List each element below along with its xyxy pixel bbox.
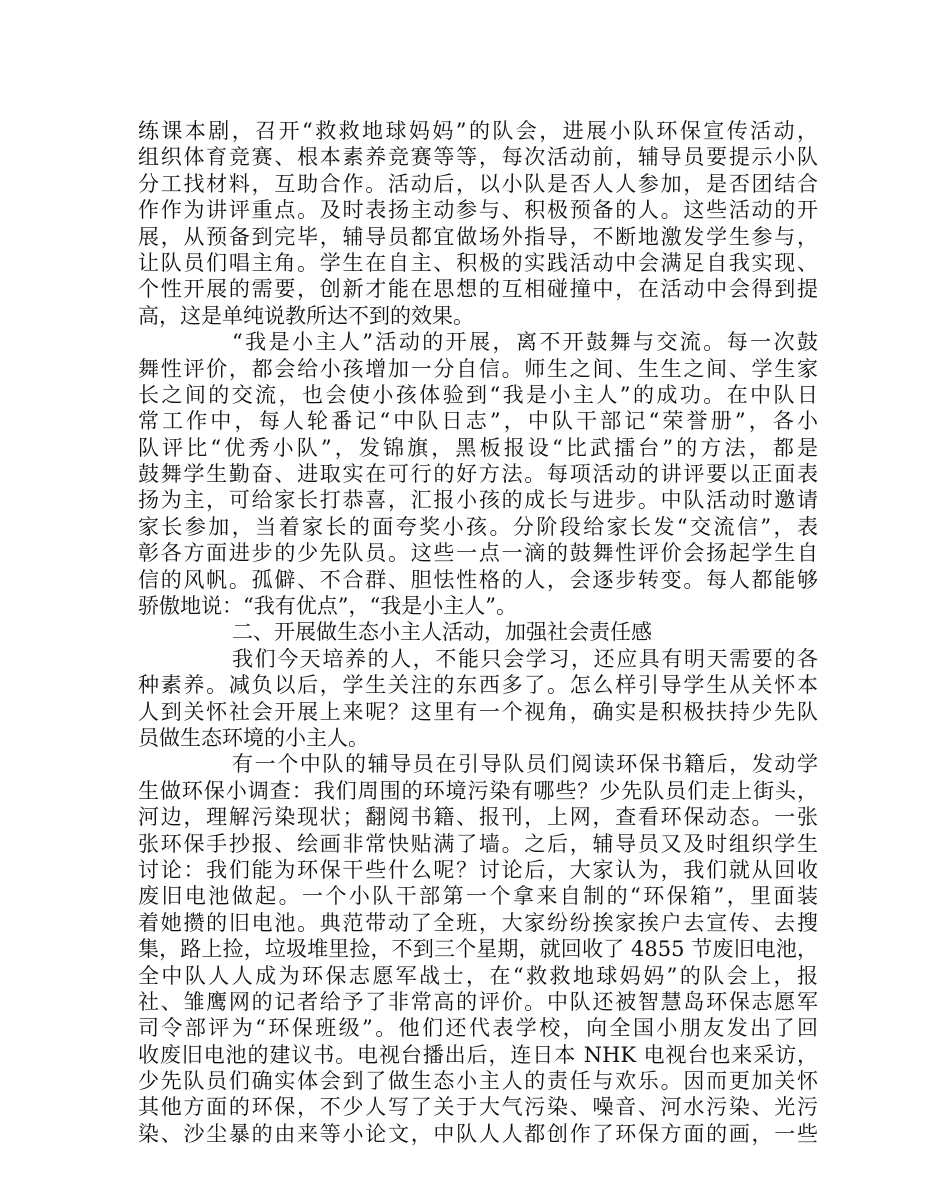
- text-line: 少先队员们确实体会到了做生态小主人的责任与欢乐。因而更加关怀: [138, 1069, 818, 1094]
- text-line: “我是小主人”活动的开展，离不开鼓舞与交流。每一次鼓: [232, 330, 818, 355]
- text-line: 让队员们唱主角。学生在自主、积极的实践活动中会满足自我实现、: [138, 250, 818, 275]
- paragraph: [138, 646, 818, 752]
- text-line: 分工找材料，互助合作。活动后，以小队是否人人参加，是否团结合: [138, 171, 818, 196]
- text-line: 收废旧电池的建议书。电视台播出后，连日本 NHK 电视台也来采访，: [138, 1042, 818, 1067]
- text-line: 鼓舞学生勤奋、进取实在可行的好方法。每项活动的讲评要以正面表: [138, 462, 818, 487]
- text-line: 练课本剧，召开“救救地球妈妈”的队会，进展小队环保宣传活动，: [138, 119, 818, 143]
- document-body: [138, 118, 818, 1147]
- text-line: 河边，理解污染现状；翻阅书籍、报刊，上网，查看环保动态。一张: [138, 805, 818, 830]
- text-line: 司令部评为“环保班级”。他们还代表学校，向全国小朋友发出了回: [138, 1016, 818, 1041]
- text-line: 长之间的交流，也会使小孩体验到“我是小主人”的成功。在中队日: [138, 382, 818, 407]
- text-line: 集，路上捡，垃圾堆里捡，不到三个星期，就回收了 4855 节废旧电池，: [138, 937, 818, 962]
- text-line: 个性开展的需要，创新才能在思想的互相碰撞中，在活动中会得到提: [138, 277, 818, 302]
- paragraph: [138, 329, 818, 619]
- text-line: 种素养。减负以后，学生关注的东西多了。怎么样引导学生从关怀本: [138, 673, 818, 698]
- text-line: 我们今天培养的人，不能只会学习，还应具有明天需要的各: [232, 646, 818, 671]
- text-line: 员做生态环境的小主人。: [138, 725, 369, 750]
- text-line: 常工作中，每人轮番记“中队日志”，中队干部记“荣誉册”，各小: [138, 409, 818, 434]
- text-line: 信的风帆。孤僻、不合群、胆怯性格的人，会逐步转变。每人都能够: [138, 567, 818, 592]
- text-line: 组织体育竞赛、根本素养竞赛等等，每次活动前，辅导员要提示小队: [138, 145, 818, 170]
- text-line: 展，从预备到完毕，辅导员都宜做场外指导，不断地激发学生参与，: [138, 224, 818, 249]
- text-line: 高，这是单纯说教所达不到的效果。: [138, 303, 474, 328]
- paragraph: [138, 751, 818, 1147]
- text-line: 生做环保小调查：我们周围的环境污染有哪些？少先队员们走上街头，: [138, 778, 818, 803]
- heading-line: 二、开展做生态小主人活动，加强社会责任感: [232, 620, 652, 645]
- text-line: 全中队人人成为环保志愿军战士，在“救救地球妈妈”的队会上，报: [138, 963, 818, 988]
- text-line: 着她攒的旧电池。典范带动了全班，大家纷纷挨家挨户去宣传、去搜: [138, 910, 818, 935]
- text-line: 讨论：我们能为环保干些什么呢？讨论后，大家认为，我们就从回收: [138, 857, 818, 882]
- text-line: 其他方面的环保，不少人写了关于大气污染、噪音、河水污染、光污: [138, 1095, 818, 1120]
- text-line: 有一个中队的辅导员在引导队员们阅读环保书籍后，发动学: [232, 752, 818, 777]
- text-line: 染、沙尘暴的由来等小论文，中队人人都创作了环保方面的画，一些: [138, 1121, 818, 1146]
- text-line: 扬为主，可给家长打恭喜，汇报小孩的成长与进步。中队活动时邀请: [138, 488, 818, 513]
- text-line: 人到关怀社会开展上来呢？这里有一个视角，确实是积极扶持少先队: [138, 699, 818, 724]
- section-heading: [138, 619, 818, 645]
- text-line: 作作为讲评重点。及时表扬主动参与、积极预备的人。这些活动的开: [138, 198, 818, 223]
- text-line: 废旧电池做起。一个小队干部第一个拿来自制的“环保箱”，里面装: [138, 884, 818, 909]
- paragraph: [138, 118, 818, 329]
- text-line: 骄傲地说：“我有优点”，“我是小主人”。: [138, 594, 517, 619]
- text-line: 舞性评价，都会给小孩增加一分自信。师生之间、生生之间、学生家: [138, 356, 818, 381]
- text-line: 家长参加，当着家长的面夸奖小孩。分阶段给家长发“交流信”，表: [138, 514, 818, 539]
- text-line: 社、雏鹰网的记者给予了非常高的评价。中队还被智慧岛环保志愿军: [138, 989, 818, 1014]
- text-line: 彰各方面进步的少先队员。这些一点一滴的鼓舞性评价会扬起学生自: [138, 541, 818, 566]
- text-line: 队评比“优秀小队”，发锦旗，黑板报设“比武擂台”的方法，都是: [138, 435, 818, 460]
- text-line: 张环保手抄报、绘画非常快贴满了墙。之后，辅导员又及时组织学生: [138, 831, 818, 856]
